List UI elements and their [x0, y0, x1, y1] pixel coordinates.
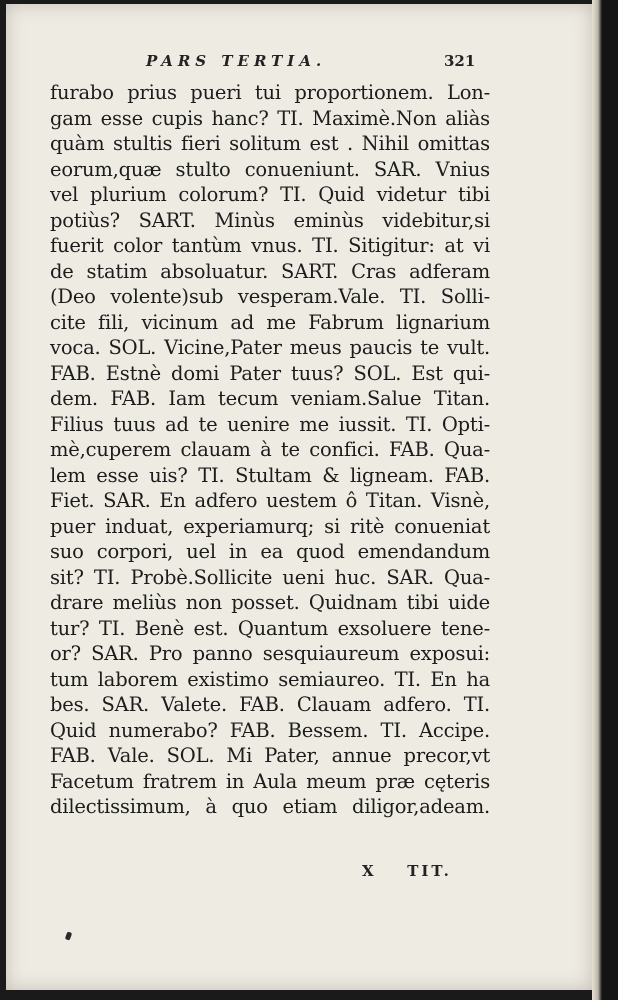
catchword: TIT. [407, 862, 452, 880]
text-line: vel plurium colorum? TI. Quid videtur tibi [50, 183, 490, 206]
text-line: voca. SOL. Vicine,Pater meus paucis te vult. [50, 336, 490, 359]
text-line: (Deo volente)sub vesperam.Vale. TI. Solli- [50, 285, 490, 308]
text-line: or? SAR. Pro panno sesquiaureum exposui: [50, 642, 490, 665]
text-line: drare meliùs non posset. Quidnam tibi uide [50, 591, 490, 614]
text-line: bes. SAR. Valete. FAB. Clauam adfero. TI. [50, 693, 490, 716]
text-line: dilectissimum, à quo etiam diligor,adeam. [50, 795, 490, 818]
page-number: 321 [444, 52, 476, 70]
text-line: suo corpori, uel in ea quod emendandum [50, 540, 490, 563]
text-line: tur? TI. Benè est. Quantum exsoluere tene- [50, 616, 490, 640]
text-line: Facetum fratrem in Aula meum præ cęteris [50, 769, 490, 793]
text-line: mè,cuperem clauam à te confici. FAB. Qua- [50, 438, 490, 461]
text-line: furabo prius pueri tui proportionem. Lon- [50, 81, 490, 104]
text-line: lem esse uis? TI. Stultam & ligneam. FAB. [50, 463, 490, 487]
text-line: FAB. Estnè domi Pater tuus? SOL. Est qui- [50, 361, 490, 385]
page-footer [362, 862, 482, 880]
signature-mark: X [362, 862, 374, 880]
text-line: FAB. Vale. SOL. Mi Pater, annue precor,vt [50, 744, 490, 767]
text-line: Quid numerabo? FAB. Bessem. TI. Accipe. [50, 718, 490, 742]
text-line: dem. FAB. Iam tecum veniam.Salue Titan. [50, 387, 490, 410]
page-fore-edge [592, 0, 618, 1000]
text-line: sit? TI. Probè.Sollicite ueni huc. SAR. Qua- [50, 565, 490, 589]
running-head: PARS TERTIA. [146, 52, 327, 70]
book-page [6, 4, 594, 990]
text-line: de statim absoluatur. SART. Cras adferam [50, 259, 490, 283]
text-line: quàm stultis fieri solitum est . Nihil omittas [50, 132, 490, 155]
text-line: fuerit color tantùm vnus. TI. Sitigitur: at vi [50, 234, 490, 257]
text-line: cite fili, vicinum ad me Fabrum lignarium [50, 310, 490, 334]
text-line: eorum,quæ stulto conueniunt. SAR. Vnius [50, 157, 490, 181]
text-line: potiùs? SART. Minùs eminùs videbitur,si [50, 208, 490, 232]
text-line: gam esse cupis hanc? TI. Maximè.Non aliàs [50, 106, 490, 130]
text-line: Fiet. SAR. En adfero uestem ô Titan. Visnè, [50, 489, 490, 512]
ink-spot [65, 931, 72, 940]
text-line: Filius tuus ad te uenire me iussit. TI. Opti- [50, 412, 490, 436]
text-line: tum laborem existimo semiaureo. TI. En ha [50, 667, 490, 691]
body-text [50, 80, 490, 820]
text-line: puer induat, experiamurq; si ritè conueniat [50, 514, 490, 538]
